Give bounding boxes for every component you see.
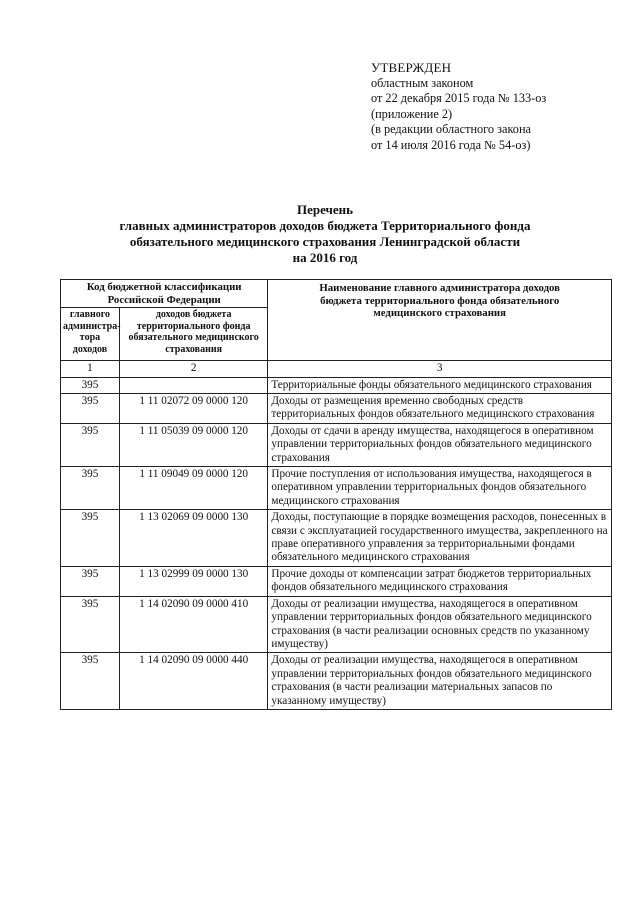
income-name-cell: Доходы от реализации имущества, находящегося в оперативном управлении территориальных фондов обязательного медицинского страхования (в части реализации материальных запасов по указанному имуществу) [268,653,612,710]
income-name-cell: Доходы от реализации имущества, находящегося в оперативном управлении территориальных фондов обязательного медицинского страхования (в части реализации основных средств по указанному имуществу) [268,596,612,653]
table-row [61,510,612,567]
approval-line: (в редакции областного закона [371,122,531,136]
title-line: обязательного медицинского страхования Ленинградской области [129,234,521,249]
table-row [61,423,612,466]
column-number: 2 [119,361,267,377]
table-row [61,394,612,424]
income-code-cell: 1 14 02090 09 0000 440 [119,653,267,710]
admin-code-cell: 395 [61,467,120,510]
admin-code-cell: 395 [61,510,120,567]
column-number: 3 [268,361,612,377]
admin-code-cell: 395 [61,423,120,466]
header-budget-classification: Код бюджетной классификации Российской Федерации [61,280,268,308]
admin-code-cell: 395 [61,394,120,424]
income-name-cell: Доходы от размещения временно свободных средств территориальных фондов обязательного медицинского страхования [268,394,612,424]
approval-block [371,60,546,153]
admin-code-cell: 395 [61,566,120,596]
income-code-cell: 1 13 02999 09 0000 130 [119,566,267,596]
table-row [61,377,612,393]
approval-line: областным законом [371,75,474,90]
income-code-cell [119,377,267,393]
income-code-cell: 1 11 02072 09 0000 120 [119,394,267,424]
income-name-cell: Доходы, поступающие в порядке возмещения расходов, понесенных в связи с эксплуатацией государственного имущества, закрепленного на праве оперативного управления за территориальными фондами обязательного медицинского страхования [268,510,612,567]
approval-line: от 14 июля 2016 года № 54-оз) [371,137,531,152]
table-row [61,566,612,596]
table-row [61,467,612,510]
income-code-cell: 1 13 02069 09 0000 130 [119,510,267,567]
income-name-cell: Прочие доходы от компенсации затрат бюджетов территориальных фондов обязательного медицинского страхования [268,566,612,596]
administrators-table [60,279,612,710]
approval-heading: УТВЕРЖДЕН [371,60,452,75]
admin-code-cell: 395 [61,596,120,653]
income-name-cell: Прочие поступления от использования имущества, находящегося в оперативном управлении территориальных фондов обязательного медицинского страхования [268,467,612,510]
approval-line: от 22 декабря 2015 года № 133-оз [371,91,547,105]
header-income-code: доходов бюджета территориального фонда обязательного медицинского страхования [119,308,267,361]
income-name-cell: Территориальные фонды обязательного медицинского страхования [268,377,612,393]
admin-code-cell: 395 [61,653,120,710]
admin-code-cell: 395 [61,377,120,393]
column-number: 1 [61,361,120,377]
table-row [61,653,612,710]
table-row [61,596,612,653]
income-code-cell: 1 11 05039 09 0000 120 [119,423,267,466]
approval-line: (приложение 2) [371,106,453,121]
header-administrator-name: Наименование главного администратора доходов бюджета территориального фонда обязательного медицинского страхования [268,280,612,361]
income-code-cell: 1 11 09049 09 0000 120 [119,467,267,510]
income-name-cell: Доходы от сдачи в аренду имущества, находящегося в оперативном управлении территориальных фондов обязательного медицинского страхования [268,423,612,466]
income-code-cell: 1 14 02090 09 0000 410 [119,596,267,653]
title-line: на 2016 год [292,250,358,265]
title-line: Перечень [296,202,354,217]
title-line: главных администраторов доходов бюджета Территориального фонда [119,218,531,233]
header-admin-code: главного администра-тора доходов [61,308,120,361]
document-title [60,202,590,266]
